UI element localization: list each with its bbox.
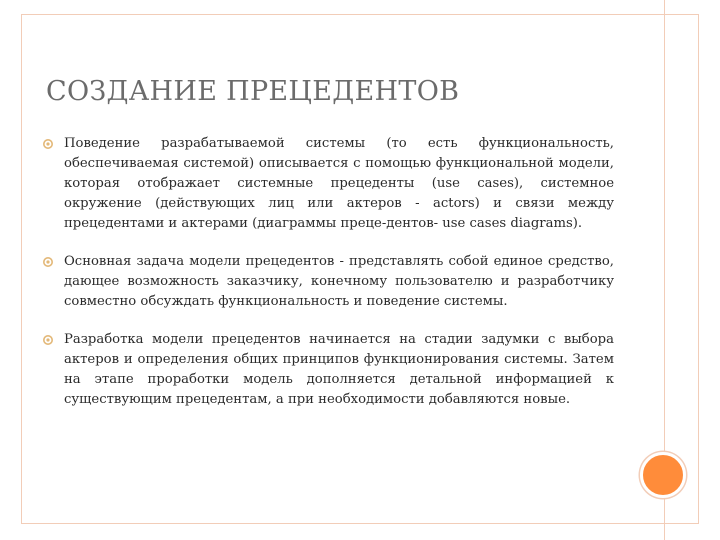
bullet-item <box>42 252 614 312</box>
bullet-item <box>42 134 614 234</box>
bullet-ring-icon <box>42 256 54 268</box>
bullet-text: Разработка модели прецедентов начинается на стадии задумки с выбора актеров и определения общих принципов функционирования системы. Затем на этапе проработки модель дополняется детальной информацией к существующим прецедентам, а при необходимости добавляются новые. <box>64 332 614 407</box>
bullet-item <box>42 330 614 410</box>
slide-title: СОЗДАНИЕ ПРЕЦЕДЕНТОВ <box>46 76 460 107</box>
bullet-ring-icon <box>42 138 54 150</box>
decorative-circle <box>640 452 686 498</box>
bullet-list <box>42 134 614 428</box>
bullet-text: Основная задача модели прецедентов - представлять собой единое средство, дающее возможность заказчику, конечному пользователю и разработчику совместно обсуждать функциональность и поведение системы. <box>64 254 614 309</box>
bullet-text: Поведение разрабатываемой системы (то есть функциональность, обеспечиваемая системой) описывается с помощью функциональной модели, которая отображает системные прецеденты (use cases), системное окружение (действующих лиц или актеров - actors) и связи между прецедентами и актерами (диаграммы преце-дентов- use cases diagrams). <box>64 136 614 231</box>
bullet-ring-icon <box>42 334 54 346</box>
